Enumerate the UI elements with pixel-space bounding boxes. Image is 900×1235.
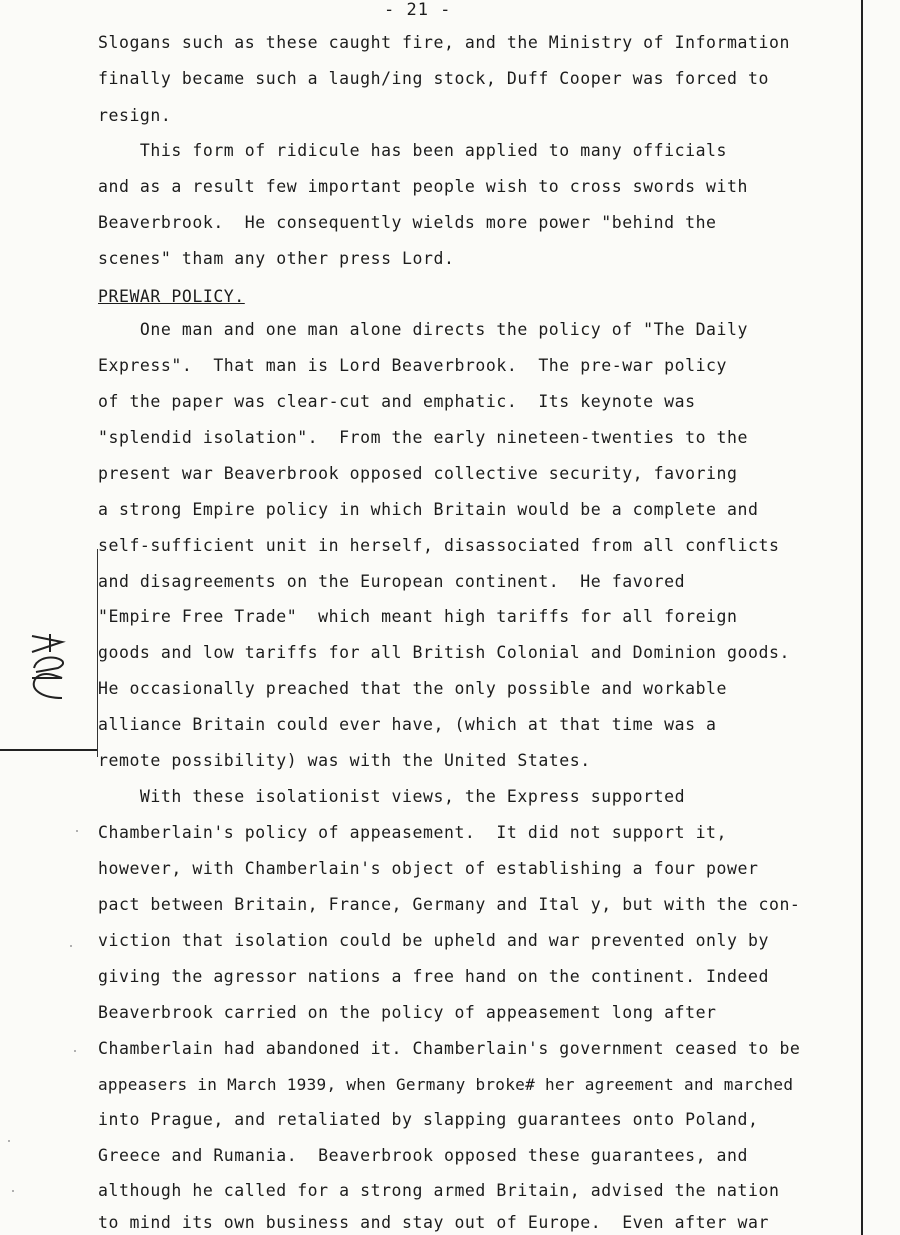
text-line-1: Slogans such as these caught fire, and the Ministry of Information (98, 33, 790, 52)
text-line-21: remote possibility) was with the United States. (98, 751, 591, 770)
scan-speck (8, 1140, 10, 1142)
text-line-34: to mind its own business and stay out of Europe. Even after war (98, 1213, 769, 1232)
scan-speck (76, 830, 78, 832)
text-line-3: resign. (98, 106, 172, 125)
text-line-17: "Empire Free Trade" which meant high tariffs for all foreign (98, 607, 738, 626)
scan-speck (70, 945, 72, 947)
text-line-13: present war Beaverbrook opposed collective security, favoring (98, 464, 738, 483)
text-line-28: Beaverbrook carried on the policy of appeasement long after (98, 1003, 717, 1022)
text-line-5: and as a result few important people wish to cross swords with (98, 177, 748, 196)
text-line-10: Express". That man is Lord Beaverbrook. The pre-war policy (98, 356, 728, 375)
text-line-26: viction that isolation could be upheld and war prevented only by (98, 931, 769, 950)
text-line-31: into Prague, and retaliated by slapping guarantees onto Poland, (98, 1110, 759, 1129)
text-line-23: Chamberlain's policy of appeasement. It did not support it, (98, 823, 728, 842)
text-line-32: Greece and Rumania. Beaverbrook opposed these guarantees, and (98, 1146, 748, 1165)
right-margin-rule (861, 0, 863, 1235)
handwritten-margin-note (22, 632, 82, 702)
text-line-19: He occasionally preached that the only possible and workable (98, 679, 728, 698)
text-line-22: With these isolationist views, the Express supported (98, 787, 686, 806)
text-line-18: goods and low tariffs for all British Colonial and Dominion goods. (98, 643, 790, 662)
text-line-14: a strong Empire policy in which Britain would be a complete and (98, 500, 759, 519)
text-line-2: finally became such a laugh/ing stock, Duff Cooper was forced to (98, 69, 769, 88)
page-number: - 21 - (384, 0, 452, 20)
scan-speck (12, 1190, 14, 1192)
text-line-7: scenes" tham any other press Lord. (98, 249, 455, 268)
text-line-15: self-sufficient unit in herself, disassociated from all conflicts (98, 536, 780, 555)
text-line-30: appeasers in March 1939, when Germany broke# her agreement and marched (98, 1075, 794, 1094)
text-line-12: "splendid isolation". From the early nineteen-twenties to the (98, 428, 748, 447)
text-line-4: This form of ridicule has been applied to many officials (98, 141, 728, 160)
text-line-9: One man and one man alone directs the policy of "The Daily (98, 320, 748, 339)
text-line-20: alliance Britain could ever have, (which at that time was a (98, 715, 717, 734)
text-line-27: giving the agressor nations a free hand on the continent. Indeed (98, 967, 769, 986)
text-line-33: although he called for a strong armed Britain, advised the nation (98, 1181, 780, 1200)
text-line-16: and disagreements on the European continent. He favored (98, 572, 686, 591)
text-line-29: Chamberlain had abandoned it. Chamberlain's government ceased to be (98, 1039, 801, 1058)
text-line-25: pact between Britain, France, Germany and Ital y, but with the con- (98, 895, 801, 914)
text-line-6: Beaverbrook. He consequently wields more power "behind the (98, 213, 717, 232)
section-heading: PREWAR POLICY. (98, 287, 245, 306)
margin-line (0, 749, 97, 751)
scan-speck (74, 1050, 76, 1052)
text-line-24: however, with Chamberlain's object of establishing a four power (98, 859, 759, 878)
text-line-11: of the paper was clear-cut and emphatic. Its keynote was (98, 392, 696, 411)
